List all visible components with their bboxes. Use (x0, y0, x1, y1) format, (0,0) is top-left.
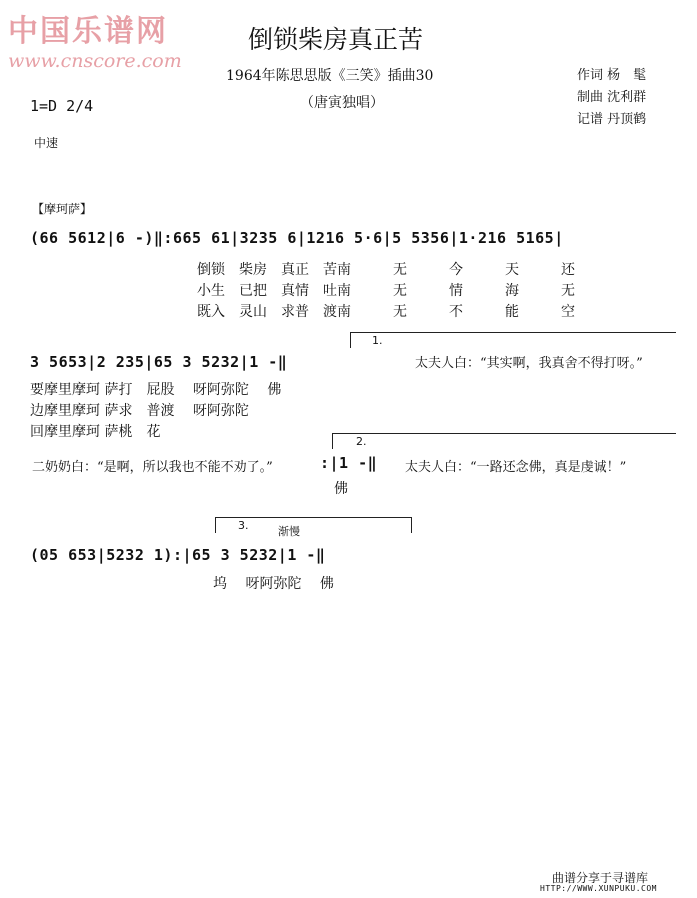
footer-site-text: 曲谱分享于寻谱库 (552, 871, 649, 885)
dialog-grandmother-2: 太夫人白：“一路还念佛，真是虔诚！” (405, 460, 627, 475)
song-subtitle: 1964年陈思思版《三笑》插曲30 (226, 68, 434, 84)
lyric-line-1-verse-3: 既入 灵山 求普 渡南 无 不 能 空 (197, 304, 575, 320)
dialog-grandmother-1: 太夫人白：“其实啊，我真舍不得打呀。” (415, 356, 643, 371)
watermark-url: www.cnscore.com (8, 50, 182, 72)
volta-bracket-3-left-edge (215, 517, 216, 533)
lyric-line-2-verse-2: 边摩里摩珂 萨求 普渡 呀阿弥陀 (30, 403, 249, 419)
watermark-logo-text: 中国乐谱网 (8, 14, 168, 49)
volta-bracket-3 (215, 517, 412, 518)
volta-bracket-3-right-edge (411, 517, 412, 533)
volta-bracket-1-edge (350, 332, 351, 348)
song-title: 倒锁柴房真正苦 (248, 25, 424, 54)
footer-url: HTTP://WWW.XUNPUKU.COM (540, 884, 657, 893)
section-label: 【摩珂萨】 (32, 202, 93, 216)
credit-lyricist: 作词 杨 髦 (577, 68, 647, 83)
dialog-second-wife: 二奶奶白：“是啊，所以我也不能不劝了。” (32, 460, 273, 475)
volta-bracket-1 (350, 332, 676, 333)
lyric-line-1-verse-2: 小生 已把 真情 吐南 无 情 海 无 (197, 283, 575, 299)
notation-line-4: (05 653|5232 1):|65 3 5232|1 -‖ (30, 546, 326, 564)
key-signature: 1=D 2/4 (30, 97, 94, 115)
lyric-line-3: 佛 (334, 481, 348, 497)
notation-line-1: (66 5612|6 -)‖:665 61|3235 6|1216 5·6|5 5356|1·216 5165| (30, 229, 564, 247)
singer-note: （唐寅独唱） (300, 95, 384, 111)
volta-number-2: 2. (356, 435, 367, 448)
credit-composer: 制曲 沈利群 (577, 90, 647, 105)
lyric-line-2-verse-3: 回摩里摩珂 萨桃 花 (30, 424, 161, 440)
notation-line-2: 3 5653|2 235|65 3 5232|1 -‖ (30, 353, 288, 371)
lyric-line-1-verse-1: 倒锁 柴房 真正 苦南 无 今 天 还 (197, 262, 575, 278)
tempo-marking: 中速 (34, 136, 59, 150)
volta-bracket-2 (332, 433, 676, 434)
tempo-change-marking: 渐慢 (278, 525, 300, 538)
lyric-line-4: 坞 呀阿弥陀 佛 (213, 576, 334, 592)
notation-line-3: :|1 -‖ (320, 454, 378, 472)
credit-transcriber: 记谱 丹顶鹤 (577, 112, 647, 127)
volta-number-3: 3. (238, 519, 249, 532)
volta-number-1: 1. (372, 334, 383, 347)
lyric-line-2-verse-1: 要摩里摩珂 萨打 屁股 呀阿弥陀 佛 (30, 382, 282, 398)
volta-bracket-2-edge (332, 433, 333, 449)
